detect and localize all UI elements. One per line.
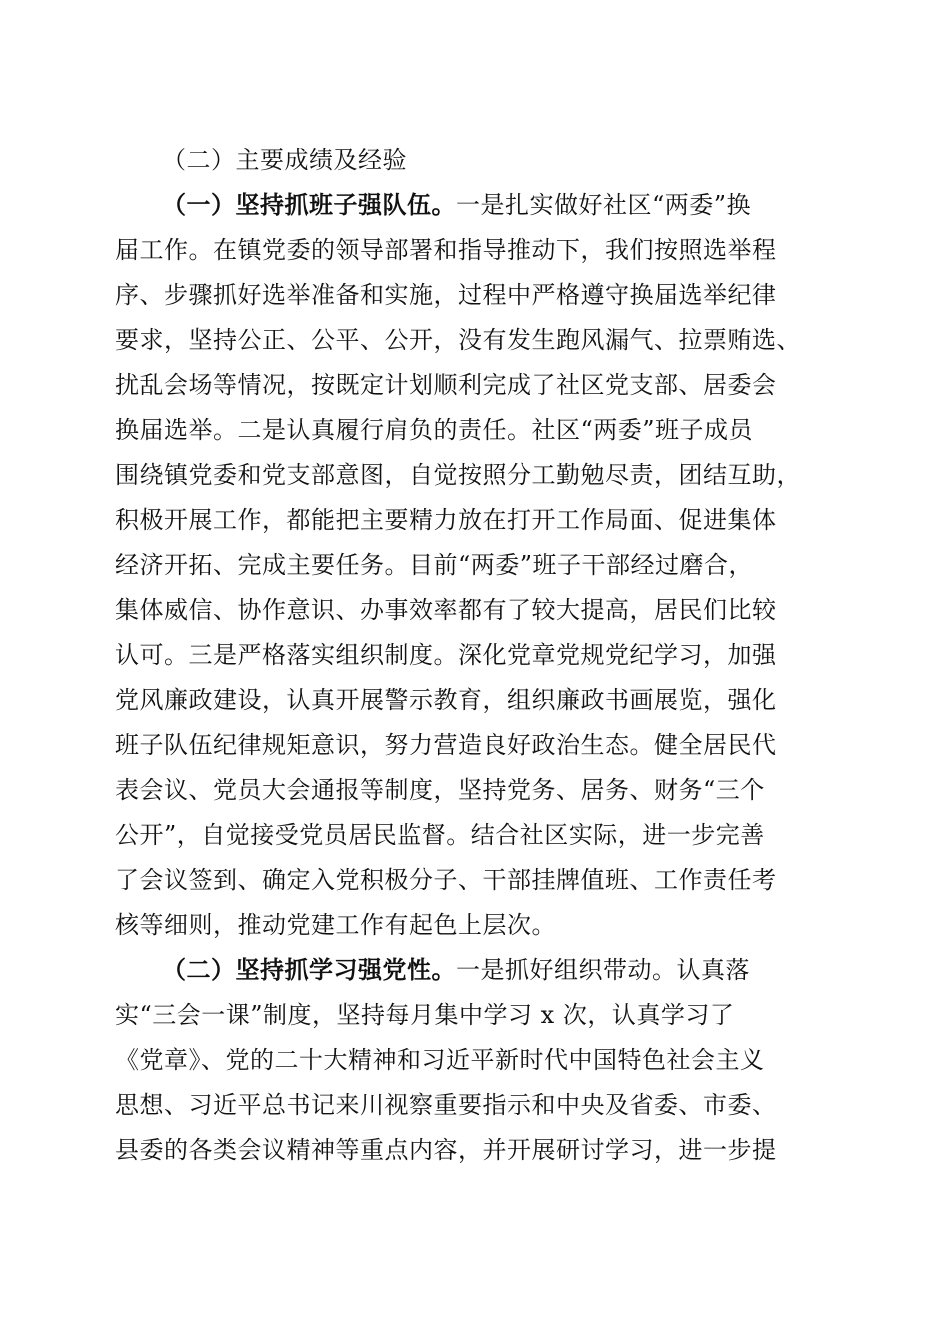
paragraph-line: 一是抓好组织带动。认真落	[456, 956, 750, 984]
paragraph-1-line-11	[0, 632, 950, 678]
paragraph-line: 扰乱会场等情况，按既定计划顺利完成了社区党支部、居委会	[115, 371, 777, 399]
paragraph-2-line-2	[0, 992, 950, 1038]
paragraph-line: 集体威信、协作意识、办事效率都有了较大提高，居民们比较	[115, 596, 777, 624]
paragraph-1-line-17	[0, 902, 950, 948]
paragraph-1-line-13	[0, 722, 950, 768]
paragraph-line: 要求，坚持公正、公平、公开，没有发生跑风漏气、拉票贿选、	[115, 326, 801, 354]
paragraph-1-line-14	[0, 767, 950, 813]
paragraph-1-line-12	[0, 677, 950, 723]
paragraph-1-line-4	[0, 317, 950, 363]
paragraph-line: 思想、习近平总书记来川视察重要指示和中央及省委、市委、	[115, 1091, 777, 1119]
paragraph-line: 县委的各类会议精神等重点内容，并开展研讨学习，进一步提	[115, 1136, 777, 1164]
paragraph-1-line-10	[0, 587, 950, 633]
paragraph-line: 核等细则，推动党建工作有起色上层次。	[115, 911, 556, 939]
paragraph-1-line-6	[0, 407, 950, 453]
paragraph-1-line-8	[0, 497, 950, 543]
paragraph-line: 经济开拓、完成主要任务。目前“两委”班子干部经过磨合，	[115, 551, 754, 579]
paragraph-line: 班子队伍纪律规矩意识，努力营造良好政治生态。健全居民代	[115, 731, 777, 759]
section-heading-text: （二）主要成绩及经验	[162, 146, 407, 174]
paragraph-line: 了会议签到、确定入党积极分子、干部挂牌值班、工作责任考	[115, 866, 777, 894]
paragraph-line: 党风廉政建设，认真开展警示教育，组织廉政书画展览，强化	[115, 686, 777, 714]
paragraph-line: 表会议、党员大会通报等制度，坚持党务、居务、财务“三个	[115, 776, 765, 804]
paragraph-1-line-7	[0, 452, 950, 498]
paragraph-1-line-16	[0, 857, 950, 903]
paragraph-1-line-2	[0, 227, 950, 273]
paragraph-2-line-5	[0, 1127, 950, 1173]
paragraph-line: 实“三会一课”制度，坚持每月集中学习 x 次，认真学习了	[115, 1001, 735, 1029]
subsection-2-title: （二）坚持抓学习强党性。	[162, 956, 456, 984]
paragraph-1-line-3	[0, 272, 950, 318]
paragraph-line: 换届选举。二是认真履行肩负的责任。社区“两委”班子成员	[115, 416, 754, 444]
paragraph-line: 《党章》、党的二十大精神和习近平新时代中国特色社会主义	[115, 1046, 765, 1074]
paragraph-line: 认可。三是严格落实组织制度。深化党章党规党纪学习，加强	[115, 641, 777, 669]
paragraph-line: 围绕镇党委和党支部意图，自觉按照分工勤勉尽责，团结互助，	[115, 461, 801, 489]
paragraph-1-line-15	[0, 812, 950, 858]
paragraph-1-line-9	[0, 542, 950, 588]
paragraph-1-line-1	[0, 182, 950, 228]
paragraph-line: 序、步骤抓好选举准备和实施，过程中严格遵守换届选举纪律	[115, 281, 777, 309]
paragraph-2-line-1	[0, 947, 950, 993]
paragraph-line: 届工作。在镇党委的领导部署和指导推动下，我们按照选举程	[115, 236, 777, 264]
paragraph-2-line-3	[0, 1037, 950, 1083]
paragraph-line: 一是扎实做好社区“两委”换	[456, 191, 752, 219]
section-heading	[0, 137, 950, 183]
paragraph-line: 公开”，自觉接受党员居民监督。结合社区实际，进一步完善	[115, 821, 765, 849]
subsection-1-title: （一）坚持抓班子强队伍。	[162, 191, 456, 219]
paragraph-2-line-4	[0, 1082, 950, 1128]
paragraph-1-line-5	[0, 362, 950, 408]
paragraph-line: 积极开展工作，都能把主要精力放在打开工作局面、促进集体	[115, 506, 777, 534]
